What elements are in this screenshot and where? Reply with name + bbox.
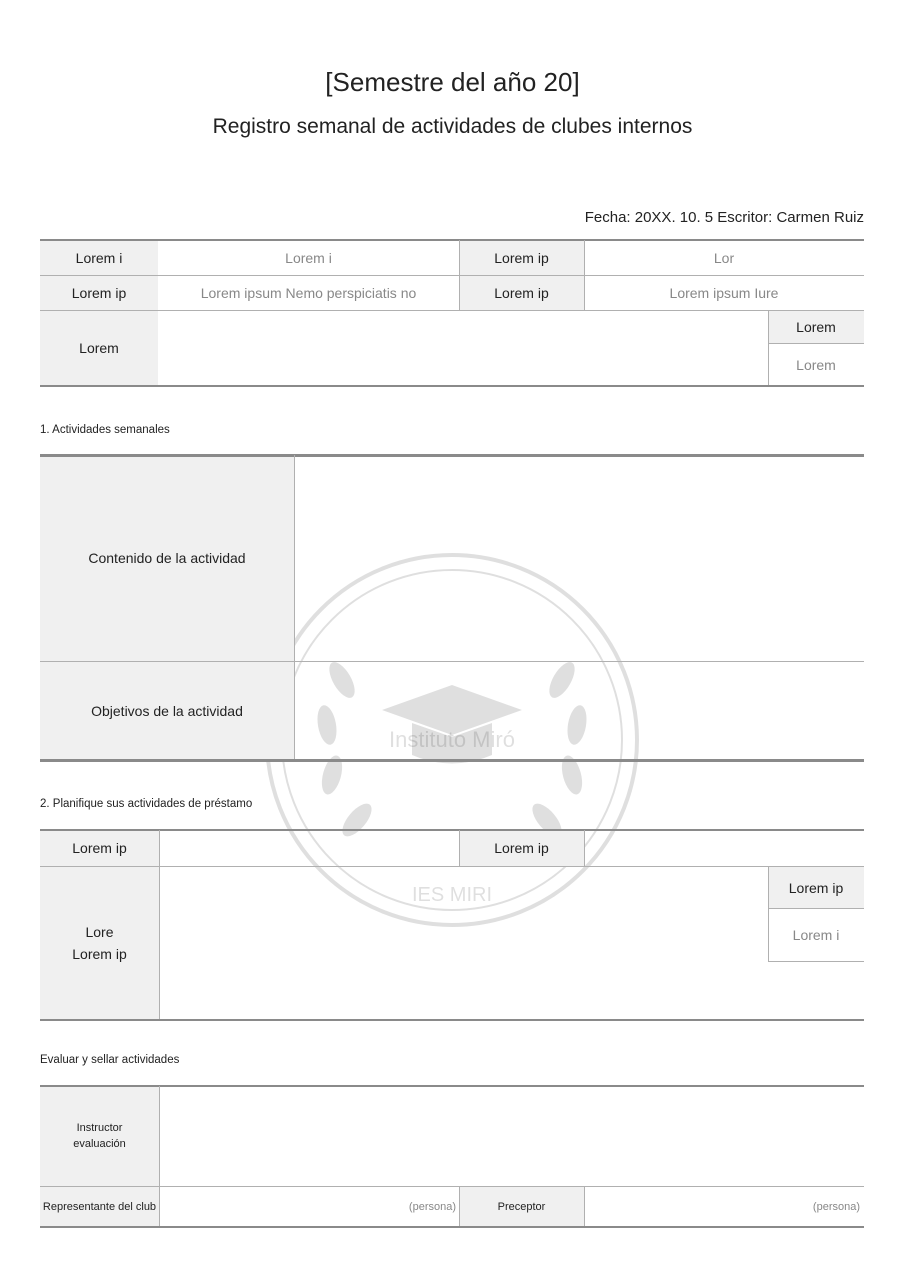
- instructor-label: evaluación: [73, 1138, 126, 1150]
- plan-big-label: Lore: [85, 924, 114, 940]
- plan-label: Lorem ip: [40, 830, 159, 866]
- info-box-value[interactable]: Lorem: [796, 356, 836, 373]
- preceptor-label: Preceptor: [459, 1186, 584, 1227]
- plan-box-value[interactable]: Lorem i: [792, 926, 840, 943]
- plan-field[interactable]: [159, 830, 459, 866]
- plan-details-field[interactable]: [159, 866, 768, 1020]
- info-label: Lorem: [40, 310, 158, 386]
- club-rep-signature[interactable]: [159, 1186, 459, 1227]
- watermark-motto: IES MIRI: [411, 883, 492, 906]
- plan-field[interactable]: [584, 830, 864, 866]
- objectives-field[interactable]: [294, 661, 864, 760]
- info-value[interactable]: Lorem i: [285, 249, 332, 266]
- plan-label: Lorem ip: [459, 830, 584, 866]
- persona-hint: (persona): [408, 1200, 456, 1213]
- info-field[interactable]: [158, 310, 768, 386]
- info-value[interactable]: Lorem ipsum Iure: [669, 284, 779, 301]
- info-label: Lorem ip: [459, 240, 584, 275]
- info-label: Lorem ip: [459, 275, 584, 310]
- page-title: [Semestre del año 20]: [325, 66, 580, 97]
- section-title: Evaluar y sellar actividades: [40, 1054, 180, 1066]
- page-subtitle: Registro semanal de actividades de clubes internos: [212, 115, 693, 138]
- info-label: Lorem i: [40, 240, 158, 275]
- watermark-name: Instituto Miró: [389, 727, 515, 752]
- preceptor-signature[interactable]: [584, 1186, 864, 1227]
- club-rep-label: Representante del club: [40, 1186, 159, 1227]
- persona-hint: (persona): [812, 1200, 860, 1213]
- section-title: 1. Actividades semanales: [40, 424, 170, 436]
- objectives-label: Objetivos de la actividad: [40, 661, 294, 760]
- info-box-label: Lorem: [768, 310, 864, 343]
- info-value[interactable]: Lorem ipsum Nemo perspiciatis no: [200, 284, 417, 301]
- date-writer: Fecha: 20XX. 10. 5 Escritor: Carmen Ruiz: [584, 209, 864, 226]
- instructor-evaluation-field[interactable]: [159, 1086, 864, 1186]
- info-label: Lorem ip: [40, 275, 158, 310]
- plan-big-label: Lorem ip: [72, 946, 127, 962]
- content-label: Contenido de la actividad: [40, 455, 294, 661]
- plan-box-label: Lorem ip: [768, 867, 864, 908]
- content-field[interactable]: [294, 455, 864, 661]
- info-value[interactable]: Lor: [713, 249, 735, 266]
- section-title: 2. Planifique sus actividades de préstamo: [40, 798, 253, 810]
- instructor-label: Instructor: [76, 1122, 123, 1134]
